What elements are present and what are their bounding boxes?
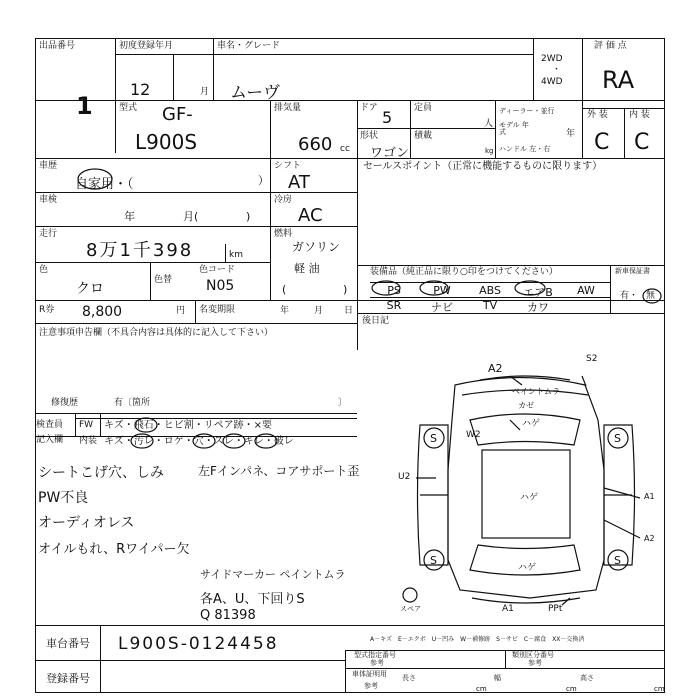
inspector-label-1: 検査員 bbox=[36, 420, 64, 430]
recycle-year: 年 bbox=[280, 306, 290, 316]
fuel-diesel: 軽 油 bbox=[294, 262, 320, 275]
damage-legend: A－キズ E－エクボ U－凹み W－補修跡 S－サビ C－腐食 XX－交換済 bbox=[370, 636, 585, 643]
diagram-mark: カゼ bbox=[518, 401, 534, 410]
equipment-item: PW bbox=[433, 284, 451, 297]
diagram-mark: PPt bbox=[548, 604, 563, 614]
equipment-item: ABS bbox=[479, 284, 501, 297]
handle-label: ハンドル 左・右 bbox=[499, 145, 551, 153]
remark-line: PW不良 bbox=[38, 490, 89, 506]
remark-line: シートこげ穴、しみ bbox=[38, 465, 164, 481]
reg-label: 登録番号 bbox=[46, 672, 90, 685]
remark-bottom: 各A、U、下回りS bbox=[200, 592, 305, 607]
equipment-item: カワ bbox=[527, 301, 549, 314]
equipment-label: 装備品（純正品に限り○印をつけてください） bbox=[370, 267, 558, 277]
history-value: 自家用・（ bbox=[75, 177, 134, 192]
color-change-label: 色替 bbox=[154, 275, 173, 285]
diagram-circle-mark: S bbox=[430, 554, 437, 567]
cert-label: 車体証明用 bbox=[352, 670, 387, 678]
repair-value: 有〔箇所 bbox=[114, 398, 151, 408]
color-label: 色 bbox=[39, 265, 49, 275]
repair-close: 〕 bbox=[338, 398, 348, 408]
color-close-paren: ) bbox=[343, 283, 348, 296]
remark-line: オイルもれ、Rワイパー欠 bbox=[38, 542, 190, 557]
recycle-day: 日 bbox=[344, 306, 354, 316]
height-unit: cm bbox=[654, 685, 665, 693]
type-spec-label: 型式指定番号 bbox=[354, 651, 396, 659]
inspector-row1-head: FW bbox=[79, 420, 94, 430]
first-reg-month-label: 月 bbox=[200, 87, 210, 97]
width-label: 幅 bbox=[494, 674, 501, 682]
int-grade: C bbox=[634, 130, 650, 155]
score-value: RA bbox=[602, 66, 635, 94]
shift-value: AT bbox=[288, 172, 310, 193]
first-reg-label: 初度登録年月 bbox=[119, 41, 174, 51]
history-label: 車歴 bbox=[39, 161, 58, 171]
recycle-label: R券 bbox=[39, 305, 55, 315]
mileage-unit: km bbox=[229, 250, 243, 260]
first-reg-year: 12 bbox=[130, 80, 151, 99]
inspector-row2: キズ・汚レ・ロゲ・穴・スレ・キレ・破レ bbox=[104, 436, 294, 447]
lot-label: 出品番号 bbox=[39, 41, 76, 51]
inspector-row1: キズ・飛石・ヒビ割・リペア跡・×要 bbox=[104, 420, 272, 431]
chassis-label: 車台番号 bbox=[46, 637, 90, 650]
shape-value: ワゴン bbox=[370, 146, 410, 161]
remark-bottom: サイドマーカー ペイントムラ bbox=[200, 568, 346, 581]
sales-point-label: セールスポイント（正常に機能するものに限ります） bbox=[363, 161, 603, 172]
remark-bottom: Q 81398 bbox=[200, 608, 256, 623]
shift-label: シフト bbox=[274, 161, 302, 171]
inspection-month: 月( bbox=[183, 210, 199, 223]
diagram-mark: S2 bbox=[586, 354, 598, 364]
color-code-label: 色コード bbox=[199, 265, 236, 275]
name-change-label: 名変期限 bbox=[199, 305, 236, 315]
chassis-number: L900S-0124458 bbox=[118, 634, 279, 654]
length-unit: cm bbox=[476, 685, 487, 693]
mileage-label: 走行 bbox=[39, 229, 58, 239]
cert-ref: 参考 bbox=[364, 682, 378, 690]
diagram-mark: A1 bbox=[502, 604, 514, 614]
inspection-close: ) bbox=[246, 210, 251, 223]
load-unit: kg bbox=[485, 147, 494, 155]
equipment-item: エアB bbox=[523, 286, 553, 299]
diagram-circle-mark: S bbox=[430, 432, 437, 445]
notes-label: 注意事項申告欄（不具合内容は具体的に記入して下さい） bbox=[39, 328, 274, 338]
diagram-mark: A1 bbox=[644, 492, 655, 501]
diagram-mark: A2 bbox=[644, 534, 655, 543]
length-label: 長さ bbox=[402, 674, 416, 682]
model-year-label: モデル 年式 bbox=[499, 121, 529, 136]
dealer-label: ディーラー・並行 bbox=[499, 107, 555, 115]
width-unit: cm bbox=[566, 685, 577, 693]
mileage-value: 8万1千398 bbox=[86, 240, 194, 261]
recycle-month: 月 bbox=[314, 306, 324, 316]
diagram-mark: A2 bbox=[488, 362, 503, 375]
diagram-mark: ハゲ bbox=[520, 493, 539, 503]
warranty-label: 新車保証書 bbox=[615, 267, 650, 275]
ac-value: AC bbox=[298, 205, 323, 226]
car-name-label: 車名・グレード bbox=[217, 41, 281, 51]
inspection-label: 車検 bbox=[39, 195, 58, 205]
remark-right: 左Fインパネ、コアサポート歪 bbox=[198, 464, 360, 478]
height-label: 高さ bbox=[580, 674, 594, 682]
color-code: N05 bbox=[206, 278, 235, 294]
recycle-unit: 円 bbox=[176, 306, 186, 316]
equipment-item: PS bbox=[387, 284, 401, 297]
capacity-unit: 人 bbox=[484, 119, 494, 129]
int-label: 内 装 bbox=[629, 110, 650, 120]
inspection-year: 年 bbox=[124, 210, 135, 223]
doors-value: 5 bbox=[382, 108, 393, 127]
doors-label: ドア bbox=[360, 103, 378, 113]
car-name: ムーヴ bbox=[230, 83, 281, 103]
warranty-yes: 有・ bbox=[620, 291, 639, 301]
backseat-label: 後日記 bbox=[362, 316, 390, 326]
shape-label: 形状 bbox=[360, 131, 379, 141]
class-ref: 参考 bbox=[528, 659, 542, 667]
drive-4wd: 4WD bbox=[541, 77, 563, 87]
equipment-item: AW bbox=[577, 284, 595, 297]
model-value-2: L900S bbox=[135, 130, 198, 154]
capacity-label: 定員 bbox=[414, 103, 433, 113]
equipment-item: TV bbox=[482, 299, 498, 312]
diagram-mark: ペイントムラ bbox=[512, 387, 560, 396]
diagram-mark: W2 bbox=[466, 430, 481, 440]
diagram-circle-mark: S bbox=[614, 432, 621, 445]
type-spec-ref: 参考 bbox=[370, 659, 384, 667]
warranty-no: 無 bbox=[646, 291, 656, 301]
score-label: 評 価 点 bbox=[594, 41, 627, 51]
equipment-item: ナビ bbox=[431, 301, 453, 314]
diagram-mark: ハゲ bbox=[522, 419, 541, 429]
fuel-label: 燃料 bbox=[274, 229, 293, 239]
diagram-mark: ハゲ bbox=[518, 563, 537, 573]
displacement-unit: cc bbox=[340, 144, 350, 154]
history-close: ） bbox=[258, 174, 269, 187]
inspector-row2-head: 内装 bbox=[79, 436, 98, 446]
spare-label: スペア bbox=[400, 605, 421, 613]
class-label: 類別区分番号 bbox=[512, 651, 554, 659]
color-value: クロ bbox=[76, 281, 104, 297]
equipment-item: SR bbox=[386, 299, 402, 312]
ext-label: 外 装 bbox=[587, 110, 608, 120]
model-label: 型式 bbox=[119, 103, 138, 113]
remark-line: オーディオレス bbox=[38, 515, 135, 531]
recycle-value: 8,800 bbox=[82, 304, 123, 320]
drive-dot: ・ bbox=[552, 65, 562, 75]
ext-grade: C bbox=[594, 130, 610, 155]
model-value-1: GF- bbox=[162, 104, 193, 125]
lot-number: 1 bbox=[76, 92, 93, 120]
color-open-paren: ( bbox=[282, 283, 287, 296]
inspector-label-2: 記入欄 bbox=[36, 435, 64, 445]
year-unit: 年 bbox=[566, 129, 576, 139]
diagram-circle-mark: S bbox=[614, 554, 621, 567]
repair-label: 修復歴 bbox=[51, 398, 79, 408]
displacement-label: 排気量 bbox=[274, 103, 302, 113]
ac-label: 冷房 bbox=[274, 195, 293, 205]
fuel-gas: ガソリン bbox=[292, 240, 341, 254]
displacement-value: 660 bbox=[298, 134, 333, 155]
drive-2wd: 2WD bbox=[541, 54, 563, 64]
load-label: 積載 bbox=[414, 131, 433, 141]
diagram-mark: U2 bbox=[398, 472, 411, 482]
